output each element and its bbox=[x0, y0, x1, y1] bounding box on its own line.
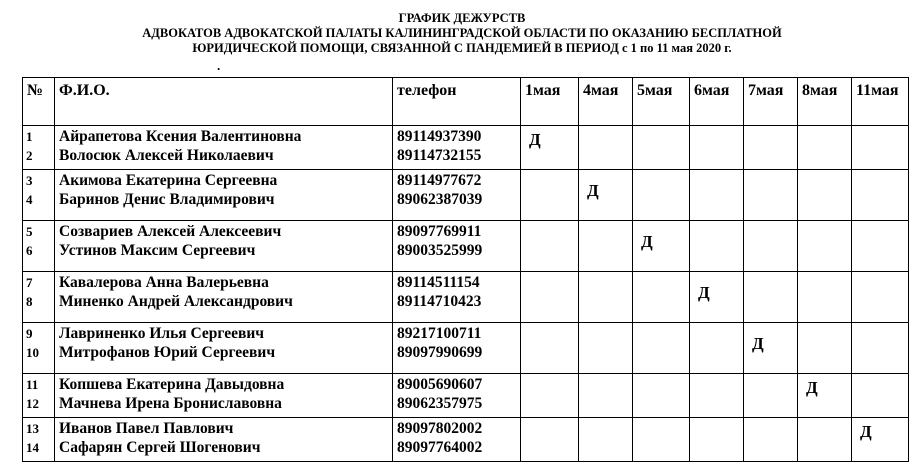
document-header bbox=[0, 11, 924, 56]
duty-cell bbox=[521, 221, 579, 272]
row-numbers: 7 8 bbox=[23, 272, 55, 323]
table-row bbox=[23, 374, 909, 418]
row-phones: 89097769911 89003525999 bbox=[393, 221, 521, 272]
stray-mark: . bbox=[217, 58, 221, 73]
duty-cell bbox=[633, 126, 690, 170]
duty-schedule-table bbox=[22, 77, 909, 462]
header-day: 4мая bbox=[579, 78, 633, 126]
header-num: № bbox=[23, 78, 55, 126]
duty-cell bbox=[690, 418, 744, 462]
duty-cell bbox=[633, 170, 690, 221]
row-phones: 89097802002 89097764002 bbox=[393, 418, 521, 462]
header-day: 11мая bbox=[852, 78, 909, 126]
title-line-1: ГРАФИК ДЕЖУРСТВ bbox=[398, 11, 526, 25]
duty-cell bbox=[579, 374, 633, 418]
header-phone: телефон bbox=[393, 78, 521, 126]
duty-cell bbox=[852, 374, 909, 418]
row-numbers: 13 14 bbox=[23, 418, 55, 462]
row-phones: 89114511154 89114710423 bbox=[393, 272, 521, 323]
duty-cell bbox=[852, 126, 909, 170]
table-row bbox=[23, 272, 909, 323]
title-line-3: ЮРИДИЧЕСКОЙ ПОМОЩИ, СВЯЗАННОЙ С ПАНДЕМИЕЙ В ПЕРИОД с 1 по 11 мая 2020 г. bbox=[192, 41, 732, 55]
table-row bbox=[23, 221, 909, 272]
duty-cell bbox=[852, 272, 909, 323]
row-numbers: 11 12 bbox=[23, 374, 55, 418]
duty-cell bbox=[521, 323, 579, 374]
row-names: Акимова Екатерина Сергеевна Баринов Денис Владимирович bbox=[55, 170, 393, 221]
row-names: Лавриненко Илья Сергеевич Митрофанов Юрий Сергеевич bbox=[55, 323, 393, 374]
duty-cell bbox=[633, 374, 690, 418]
duty-cell bbox=[633, 272, 690, 323]
duty-cell bbox=[744, 221, 798, 272]
duty-cell bbox=[633, 418, 690, 462]
header-day: 7мая bbox=[744, 78, 798, 126]
duty-cell bbox=[579, 126, 633, 170]
header-day: 6мая bbox=[690, 78, 744, 126]
duty-cell bbox=[521, 170, 579, 221]
duty-cell bbox=[798, 221, 852, 272]
duty-cell bbox=[744, 418, 798, 462]
duty-cell: Д bbox=[852, 418, 909, 462]
duty-cell bbox=[690, 221, 744, 272]
table-row bbox=[23, 126, 909, 170]
row-names: Айрапетова Ксения Валентиновна Волосюк Алексей Николаевич bbox=[55, 126, 393, 170]
row-phones: 89217100711 89097990699 bbox=[393, 323, 521, 374]
duty-cell bbox=[852, 323, 909, 374]
duty-cell: Д bbox=[690, 272, 744, 323]
table-row bbox=[23, 418, 909, 462]
duty-cell bbox=[521, 272, 579, 323]
duty-cell bbox=[798, 418, 852, 462]
duty-cell bbox=[579, 323, 633, 374]
duty-cell: Д bbox=[579, 170, 633, 221]
row-names: Созвариев Алексей Алексеевич Устинов Максим Сергеевич bbox=[55, 221, 393, 272]
row-phones: 89114977672 89062387039 bbox=[393, 170, 521, 221]
header-row bbox=[23, 78, 909, 126]
duty-cell: Д bbox=[798, 374, 852, 418]
row-numbers: 5 6 bbox=[23, 221, 55, 272]
row-phones: 89114937390 89114732155 bbox=[393, 126, 521, 170]
duty-cell bbox=[798, 323, 852, 374]
duty-cell: Д bbox=[744, 323, 798, 374]
duty-cell bbox=[521, 418, 579, 462]
header-name: Ф.И.О. bbox=[55, 78, 393, 126]
duty-cell bbox=[744, 126, 798, 170]
duty-cell bbox=[744, 272, 798, 323]
table-row bbox=[23, 323, 909, 374]
title-line-2: АДВОКАТОВ АДВОКАТСКОЙ ПАЛАТЫ КАЛИНИНГРАДСКОЙ ОБЛАСТИ ПО ОКАЗАНИЮ БЕСПЛАТНОЙ bbox=[142, 26, 782, 40]
row-numbers: 3 4 bbox=[23, 170, 55, 221]
duty-cell bbox=[690, 374, 744, 418]
duty-cell bbox=[798, 272, 852, 323]
duty-cell bbox=[521, 374, 579, 418]
duty-cell bbox=[852, 170, 909, 221]
duty-cell bbox=[744, 170, 798, 221]
duty-cell bbox=[633, 323, 690, 374]
row-phones: 89005690607 89062357975 bbox=[393, 374, 521, 418]
row-names: Кавалерова Анна Валерьевна Миненко Андрей Александрович bbox=[55, 272, 393, 323]
duty-cell bbox=[579, 272, 633, 323]
header-day: 1мая bbox=[521, 78, 579, 126]
header-day: 5мая bbox=[633, 78, 690, 126]
duty-cell bbox=[798, 126, 852, 170]
duty-cell bbox=[579, 418, 633, 462]
duty-cell bbox=[690, 126, 744, 170]
duty-cell bbox=[690, 170, 744, 221]
duty-cell bbox=[579, 221, 633, 272]
row-numbers: 9 10 bbox=[23, 323, 55, 374]
duty-cell: Д bbox=[633, 221, 690, 272]
duty-cell bbox=[798, 170, 852, 221]
row-names: Копшева Екатерина Давыдовна Мачнева Ирена Брониславовна bbox=[55, 374, 393, 418]
row-numbers: 1 2 bbox=[23, 126, 55, 170]
duty-cell bbox=[690, 323, 744, 374]
duty-cell: Д bbox=[521, 126, 579, 170]
row-names: Иванов Павел Павлович Сафарян Сергей Шогенович bbox=[55, 418, 393, 462]
header-day: 8мая bbox=[798, 78, 852, 126]
duty-cell bbox=[852, 221, 909, 272]
table-row bbox=[23, 170, 909, 221]
duty-cell bbox=[744, 374, 798, 418]
